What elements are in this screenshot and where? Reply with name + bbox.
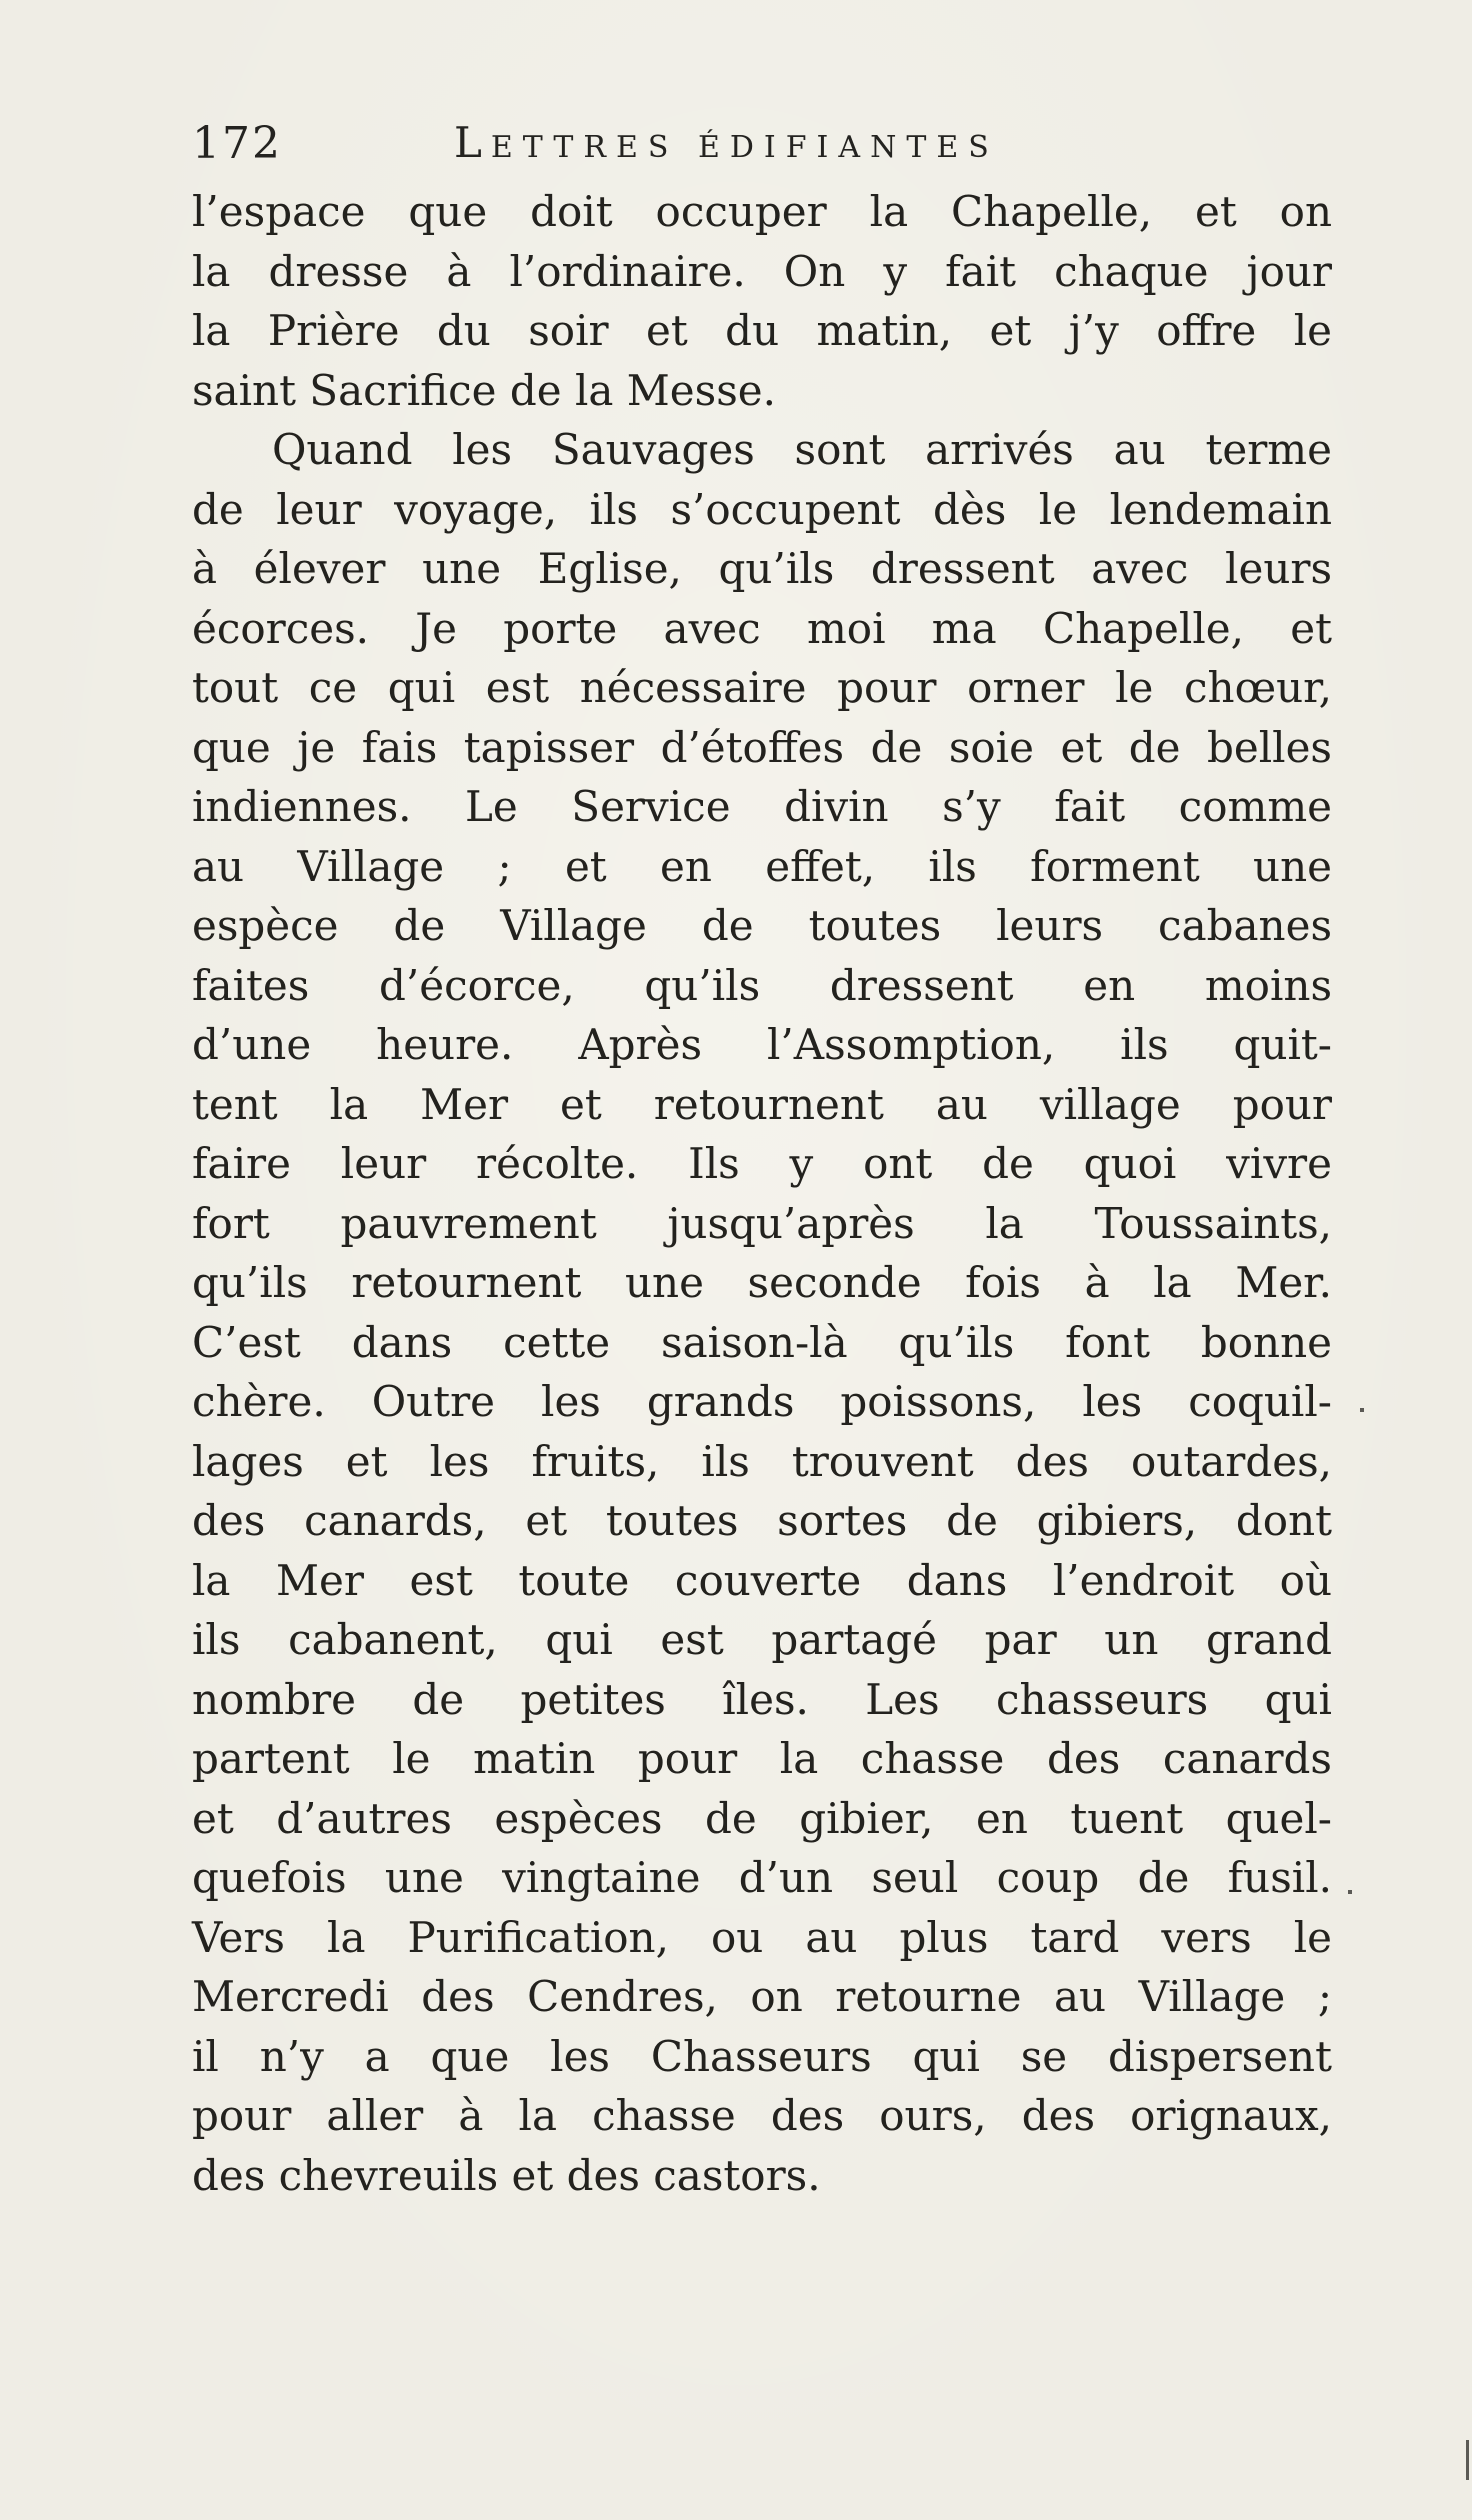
text-line: des chevreuils et des castors. xyxy=(192,2150,821,2200)
page-edge-mark xyxy=(1466,2440,1469,2480)
page-number: 172 xyxy=(192,118,282,169)
text-line: ils cabanent, qui est partagé par un grand xyxy=(192,1615,1332,1664)
text-line: espèce de Village de toutes leurs cabanes xyxy=(192,901,1332,950)
running-head xyxy=(454,118,999,167)
text-line: nombre de petites îles. Les chasseurs qui xyxy=(192,1674,1332,1724)
text-line: des canards, et toutes sortes de gibiers, dont xyxy=(192,1496,1332,1545)
text-line: et d’autres espèces de gibier, en tuent quel- xyxy=(192,1793,1332,1843)
text-line: Mercredi des Cendres, on retourne au Village ; xyxy=(192,1972,1332,2021)
text-line: lages et les fruits, ils trouvent des outardes, xyxy=(192,1436,1332,1486)
text-line: pour aller à la chasse des ours, des orignaux, xyxy=(192,2091,1332,2140)
margin-speck xyxy=(1348,1890,1352,1894)
text-line: la Mer est toute couverte dans l’endroit où xyxy=(192,1555,1332,1605)
text-line: fort pauvrement jusqu’après la Toussaints, xyxy=(192,1198,1332,1248)
running-head-initial: L xyxy=(454,118,491,167)
text-line: de leur voyage, ils s’occupent dès le lendemain xyxy=(192,484,1332,534)
text-line: écorces. Je porte avec moi ma Chapelle, et xyxy=(192,603,1332,653)
text-line: la Prière du soir et du matin, et j’y offre le xyxy=(192,306,1332,355)
running-head-rest: ETTRES ÉDIFIANTES xyxy=(490,130,999,165)
text-line: faire leur récolte. Ils y ont de quoi vivre xyxy=(192,1139,1332,1188)
text-line: qu’ils retournent une seconde fois à la Mer. xyxy=(192,1258,1332,1307)
text-line: tout ce qui est nécessaire pour orner le chœur, xyxy=(192,663,1332,712)
text-line: d’une heure. Après l’Assomption, ils quit- xyxy=(192,1020,1332,1069)
body-text xyxy=(192,182,1332,2205)
text-line: indiennes. Le Service divin s’y fait comme xyxy=(192,782,1332,831)
text-line: Vers la Purification, ou au plus tard vers le xyxy=(192,1912,1332,1962)
text-line: chère. Outre les grands poissons, les coquil- xyxy=(192,1377,1332,1426)
margin-speck xyxy=(1360,1408,1364,1412)
paragraph-start-line: Quand les Sauvages sont arrivés au terme xyxy=(272,425,1332,474)
text-line: saint Sacrifice de la Messe. xyxy=(192,365,776,415)
text-line: l’espace que doit occuper la Chapelle, et on xyxy=(192,187,1332,236)
text-line: faites d’écorce, qu’ils dressent en moins xyxy=(192,960,1332,1010)
text-line: tent la Mer et retournent au village pour xyxy=(192,1079,1332,1129)
text-line: que je fais tapisser d’étoffes de soie et de belles xyxy=(192,722,1332,772)
text-line: la dresse à l’ordinaire. On y fait chaque jour xyxy=(192,246,1332,296)
text-line: partent le matin pour la chasse des canards xyxy=(192,1734,1332,1783)
text-line: C’est dans cette saison-là qu’ils font bonne xyxy=(192,1317,1332,1367)
text-line: quefois une vingtaine d’un seul coup de fusil. xyxy=(192,1853,1332,1902)
text-line: il n’y a que les Chasseurs qui se dispersent xyxy=(192,2031,1332,2081)
page-header xyxy=(192,118,1292,178)
text-line: à élever une Eglise, qu’ils dressent avec leurs xyxy=(192,544,1332,593)
text-line: au Village ; et en effet, ils forment une xyxy=(192,841,1332,891)
